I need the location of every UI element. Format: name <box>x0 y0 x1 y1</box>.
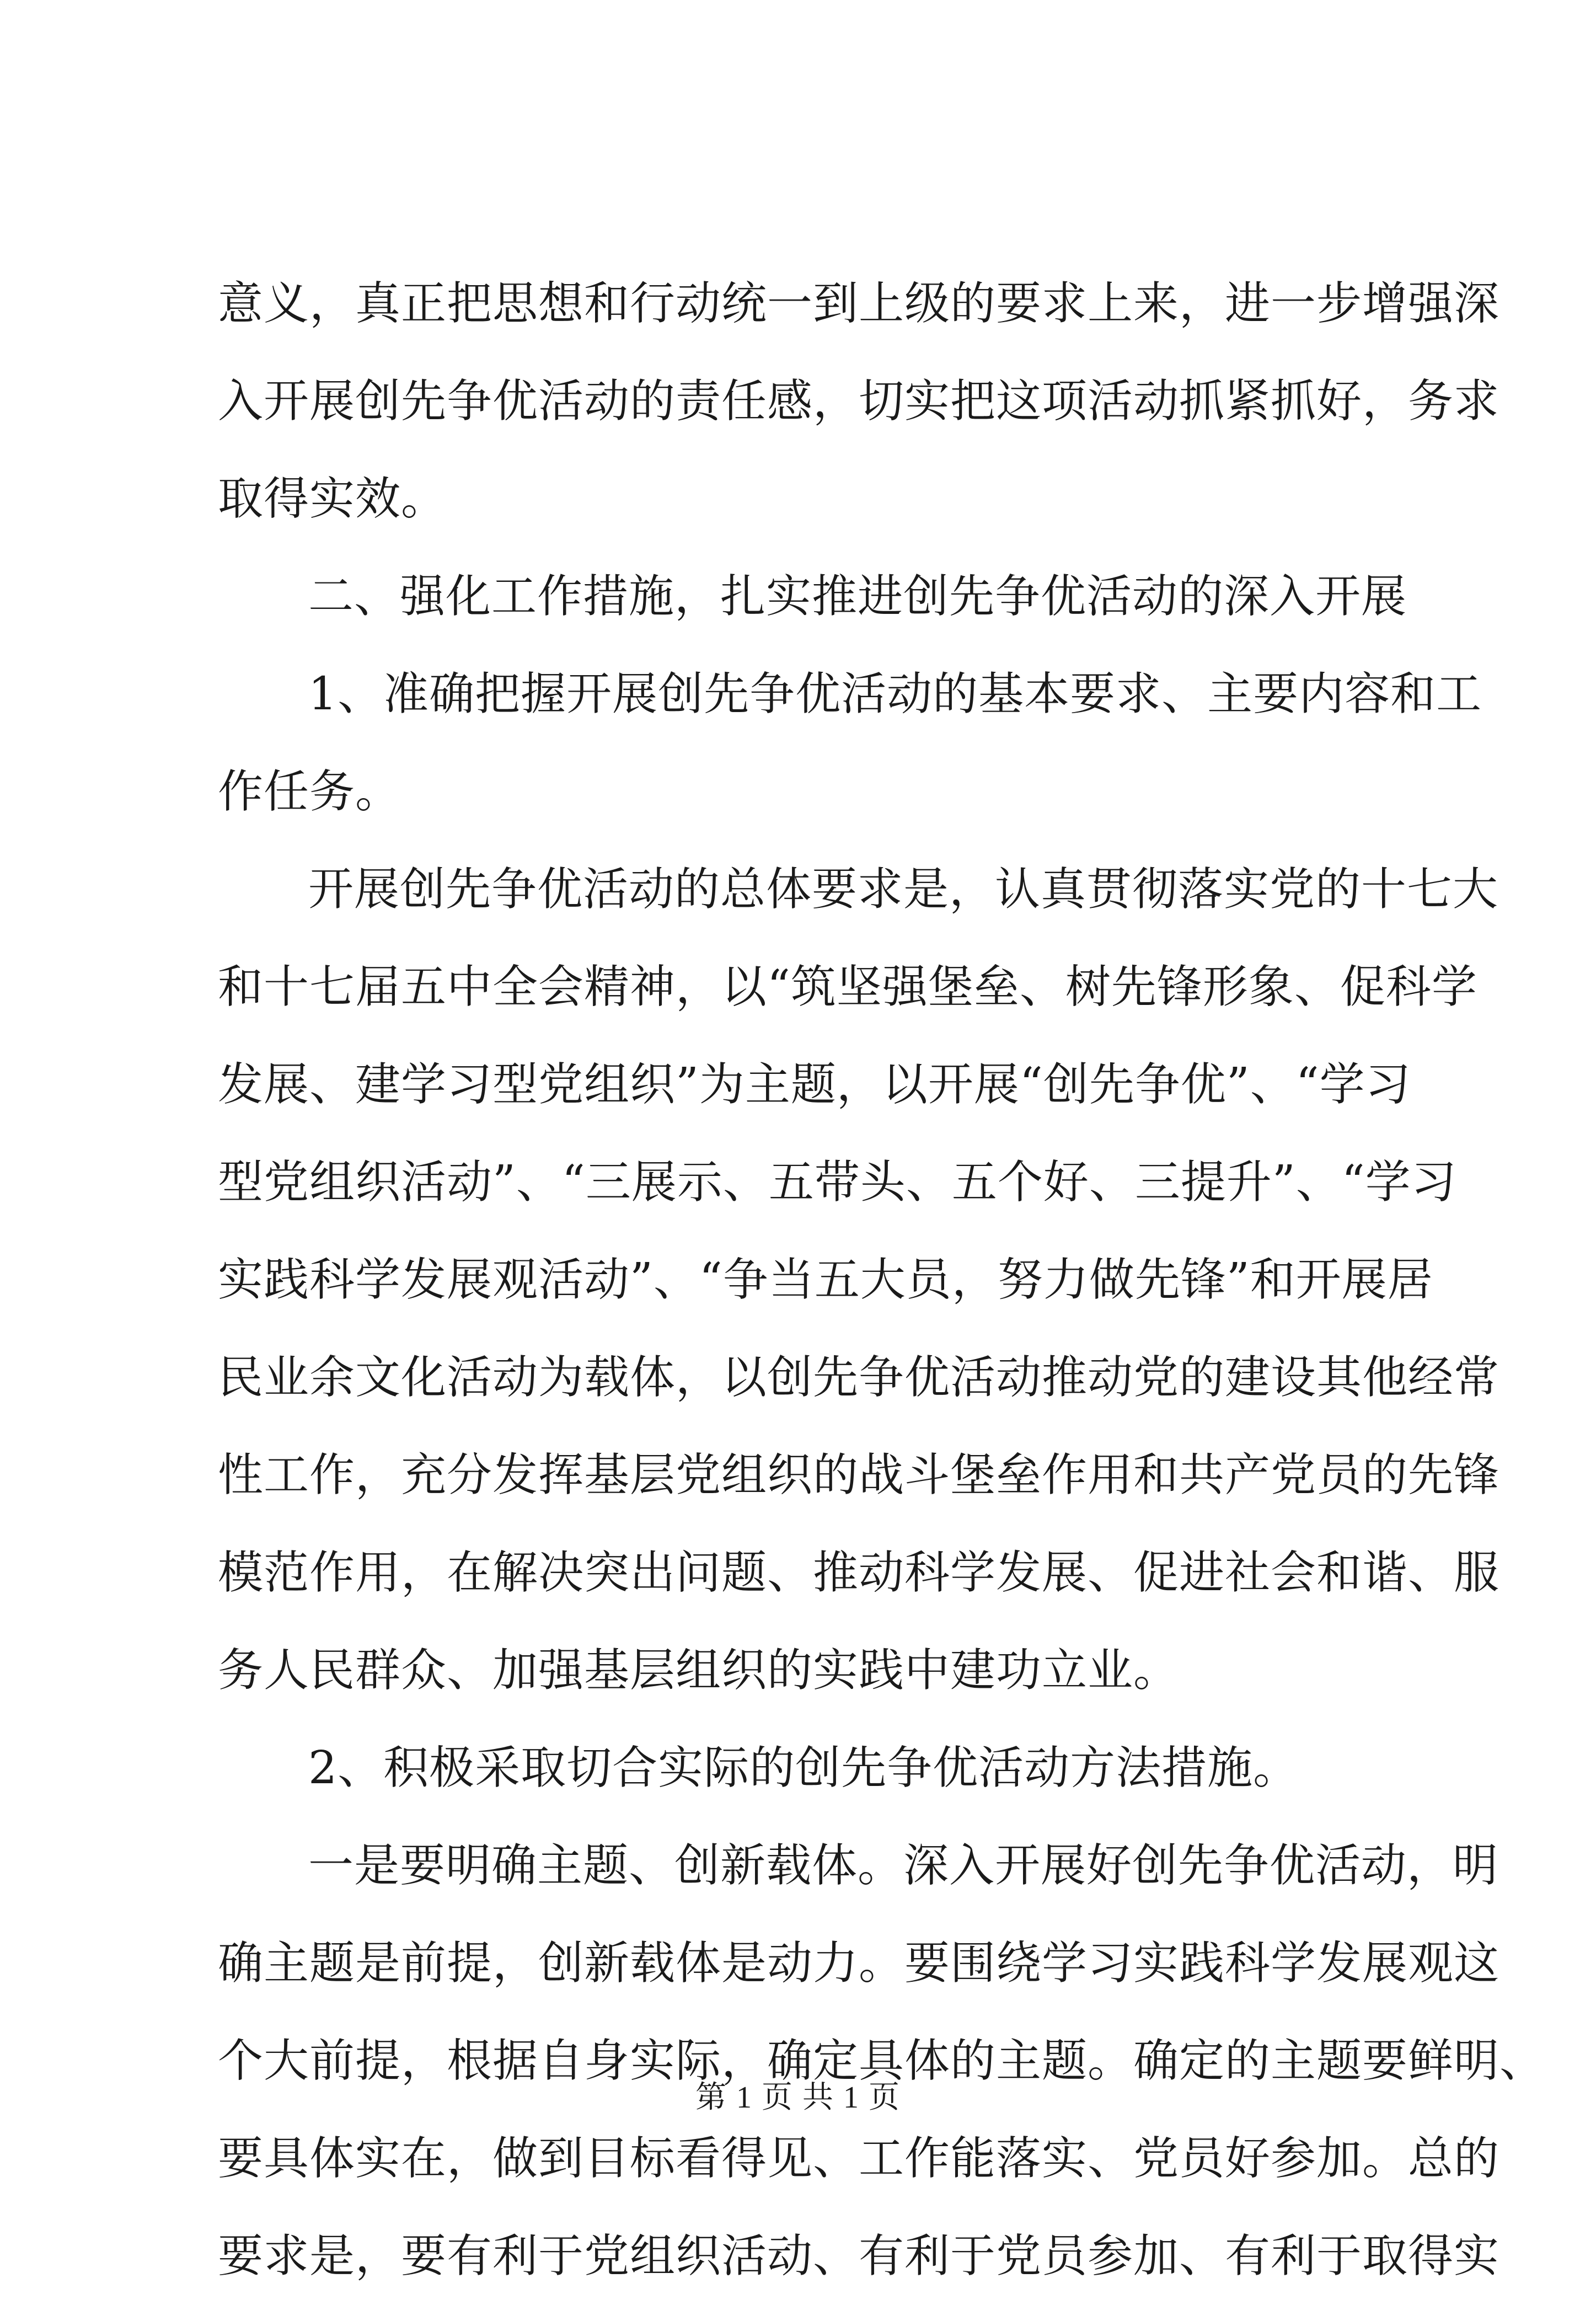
text-line: 务人民群众、加强基层组织的实践中建功立业。 <box>218 1644 1180 1697</box>
document-body <box>218 255 1546 2305</box>
page-footer: 第 1 页 共 1 页 <box>695 2081 901 2115</box>
text-line: 模范作用，在解决突出问题、推动科学发展、促进社会和谐、服 <box>218 1547 1500 1599</box>
text-line: 民业余文化活动为载体，以创先争优活动推动党的建设其他经常 <box>218 1351 1500 1404</box>
text-line: 发展、建学习型党组织”为主题，以开展“创先争优”、“学习 <box>218 1058 1411 1111</box>
text-line: 性工作，充分发挥基层党组织的战斗堡垒作用和共产党员的先锋 <box>218 1449 1500 1501</box>
text-line: 开展创先争优活动的总体要求是，认真贯彻落实党的十七大 <box>308 863 1499 916</box>
text-line: 要求是，要有利于党组织活动、有利于党员参加、有利于取得实 <box>218 2230 1500 2282</box>
text-line: 要具体实在，做到目标看得见、工作能落实、党员好参加。总的 <box>218 2132 1500 2185</box>
text-line: 入开展创先争优活动的责任感，切实把这项活动抓紧抓好，务求 <box>218 375 1500 427</box>
text-line: 和十七届五中全会精神，以“筑坚强堡垒、树先锋形象、促科学 <box>218 961 1477 1013</box>
text-line: 意义，真正把思想和行动统一到上级的要求上来，进一步增强深 <box>218 277 1500 330</box>
text-line: 二、强化工作措施，扎实推进创先争优活动的深入开展 <box>308 570 1407 623</box>
text-line: 一是要明确主题、创新载体。深入开展好创先争优活动，明 <box>308 1839 1499 1892</box>
text-line: 取得实效。 <box>218 473 447 525</box>
text-line: 1、准确把握开展创先争优活动的基本要求、主要内容和工 <box>308 668 1482 720</box>
text-line: 型党组织活动”、“三展示、五带头、五个好、三提升”、“学习 <box>218 1156 1457 1208</box>
text-line: 2、积极采取切合实际的创先争优活动方法措施。 <box>308 1742 1299 1794</box>
text-line: 作任务。 <box>218 766 401 818</box>
text-line: 确主题是前提，创新载体是动力。要围绕学习实践科学发展观这 <box>218 1937 1500 1990</box>
text-line: 实践科学发展观活动”、“争当五大员，努力做先锋”和开展居 <box>218 1254 1433 1306</box>
text-line: 个大前提，根据自身实际，确定具体的主题。确定的主题要鲜明、 <box>218 2035 1546 2087</box>
